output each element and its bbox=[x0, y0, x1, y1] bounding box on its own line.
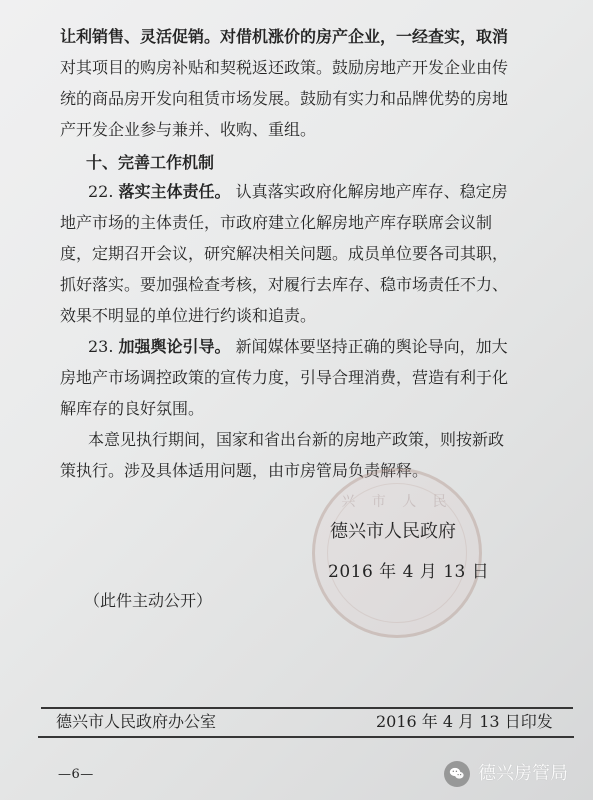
section-heading: 十、完善工作机制 bbox=[86, 153, 215, 172]
intro-line-3: 统的商品房开发向租赁市场发展。鼓励有实力和品牌优势的房地 bbox=[60, 89, 509, 108]
item-23-line-1 bbox=[88, 337, 508, 357]
issuer-name: 德兴市人民政府 bbox=[330, 521, 456, 542]
intro-line-1-text: 让利销售、灵活促销。对借机涨价的房产企业，一经查实，取消 bbox=[60, 27, 509, 46]
item-22-line-5: 效果不明显的单位进行约谈和追责。 bbox=[60, 306, 317, 325]
item-22-title: 落实主体责任。 bbox=[118, 182, 231, 201]
item-22-line-2: 地产市场的主体责任，市政府建立化解房地产库存联席会议制 bbox=[60, 213, 493, 232]
closing-line-1: 本意见执行期间，国家和省出台新的房地产政策，则按新政 bbox=[88, 430, 505, 449]
seal-text: 兴 市 人 民 bbox=[341, 494, 453, 510]
watermark bbox=[444, 761, 568, 787]
intro-line-2: 对其项目的购房补贴和契税返还政策。鼓励房地产开发企业由传 bbox=[60, 58, 509, 77]
item-22-number: 22. bbox=[88, 182, 114, 201]
item-23-text-1: 新闻媒体要坚持正确的舆论导向，加大 bbox=[235, 337, 508, 356]
wechat-icon bbox=[444, 761, 470, 787]
item-23-line-2: 房地产市场调控政策的宣传力度，引导合理消费，营造有利于化 bbox=[60, 368, 509, 387]
watermark-text: 德兴房管局 bbox=[478, 763, 568, 784]
item-22-line-4: 抓好落实。要加强检查考核，对履行去库存、稳市场责任不力、 bbox=[60, 275, 509, 294]
footer-bottom-rule bbox=[38, 736, 574, 738]
intro-line-4: 产开发企业参与兼并、收购、重组。 bbox=[60, 120, 317, 139]
issue-date: 2016 年 4 月 13 日 bbox=[328, 562, 490, 582]
item-23-line-3: 解库存的良好氛围。 bbox=[60, 399, 205, 418]
official-seal bbox=[312, 468, 482, 638]
public-note: （此件主动公开） bbox=[84, 591, 213, 610]
item-22-line-1 bbox=[88, 182, 508, 202]
footer-print-date: 2016 年 4 月 13 日印发 bbox=[376, 712, 553, 731]
footer-top-rule bbox=[41, 707, 573, 709]
footer-office: 德兴市人民政府办公室 bbox=[56, 712, 217, 731]
item-23-title: 加强舆论引导。 bbox=[118, 337, 231, 356]
item-22-line-3: 度，定期召开会议，研究解决相关问题。成员单位要各司其职， bbox=[60, 244, 509, 263]
closing-line-2: 策执行。涉及具体适用问题，由市房管局负责解释。 bbox=[60, 461, 429, 480]
item-23-number: 23. bbox=[88, 337, 114, 356]
intro-line-1 bbox=[60, 27, 508, 47]
page-number: —6— bbox=[58, 767, 94, 782]
item-22-text-1: 认真落实政府化解房地产库存、稳定房 bbox=[235, 182, 508, 201]
